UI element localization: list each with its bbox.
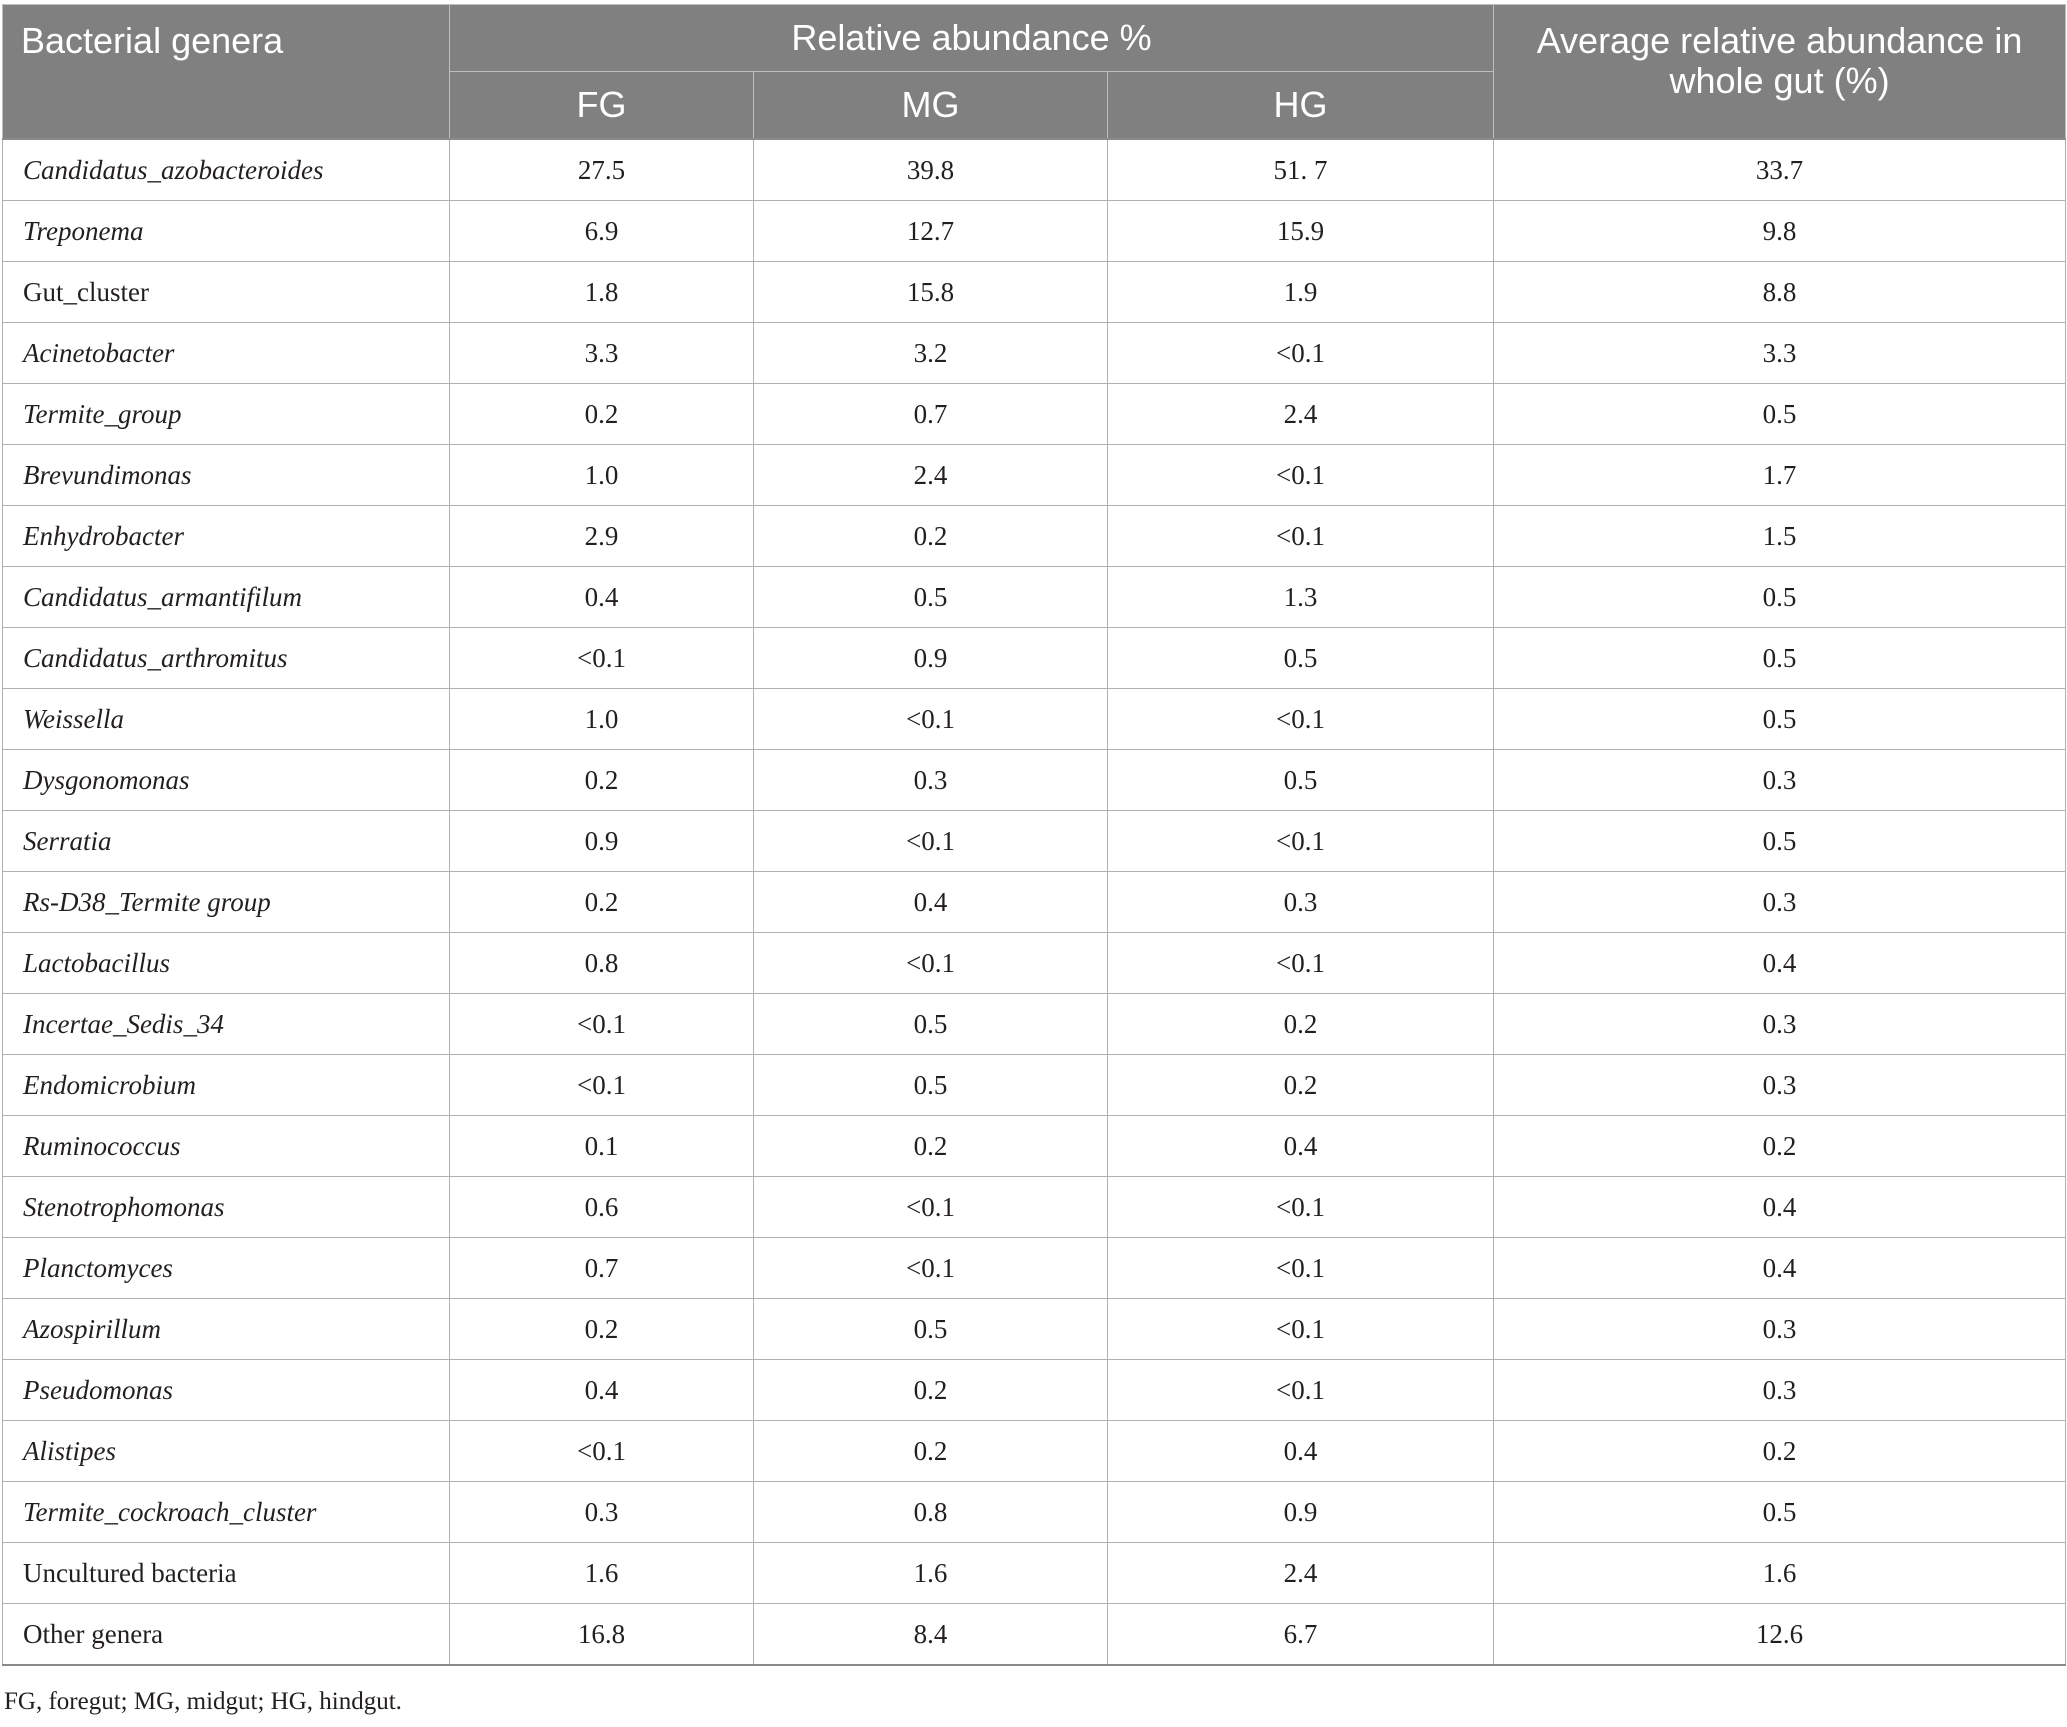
genus-cell: Weissella bbox=[3, 689, 450, 750]
table-row bbox=[3, 506, 2066, 567]
hg-cell: <0.1 bbox=[1108, 811, 1494, 872]
fg-cell: 0.1 bbox=[450, 1116, 754, 1177]
mg-cell: 15.8 bbox=[754, 262, 1108, 323]
hg-cell: 2.4 bbox=[1108, 1543, 1494, 1604]
hg-cell: <0.1 bbox=[1108, 689, 1494, 750]
hg-cell: 0.4 bbox=[1108, 1421, 1494, 1482]
mg-cell: 0.5 bbox=[754, 994, 1108, 1055]
avg-cell: 0.3 bbox=[1494, 994, 2066, 1055]
fg-cell: <0.1 bbox=[450, 1421, 754, 1482]
genus-cell: Endomicrobium bbox=[3, 1055, 450, 1116]
table-row bbox=[3, 994, 2066, 1055]
fg-cell: <0.1 bbox=[450, 1055, 754, 1116]
hg-cell: 1.3 bbox=[1108, 567, 1494, 628]
table-row bbox=[3, 689, 2066, 750]
mg-cell: 1.6 bbox=[754, 1543, 1108, 1604]
genus-cell: Lactobacillus bbox=[3, 933, 450, 994]
genus-cell: Termite_cockroach_cluster bbox=[3, 1482, 450, 1543]
avg-cell: 0.5 bbox=[1494, 811, 2066, 872]
fg-cell: 0.2 bbox=[450, 872, 754, 933]
fg-cell: 0.2 bbox=[450, 384, 754, 445]
genus-cell: Termite_group bbox=[3, 384, 450, 445]
fg-cell: 1.0 bbox=[450, 445, 754, 506]
table-row bbox=[3, 1604, 2066, 1666]
avg-cell: 9.8 bbox=[1494, 201, 2066, 262]
hg-cell: <0.1 bbox=[1108, 1299, 1494, 1360]
fg-cell: 0.6 bbox=[450, 1177, 754, 1238]
mg-cell: 2.4 bbox=[754, 445, 1108, 506]
genus-cell: Dysgonomonas bbox=[3, 750, 450, 811]
fg-cell: 0.4 bbox=[450, 1360, 754, 1421]
hg-cell: 15.9 bbox=[1108, 201, 1494, 262]
avg-cell: 0.3 bbox=[1494, 1055, 2066, 1116]
hg-cell: <0.1 bbox=[1108, 1177, 1494, 1238]
fg-cell: 2.9 bbox=[450, 506, 754, 567]
genus-cell: Incertae_Sedis_34 bbox=[3, 994, 450, 1055]
mg-cell: <0.1 bbox=[754, 811, 1108, 872]
avg-cell: 33.7 bbox=[1494, 139, 2066, 201]
mg-cell: <0.1 bbox=[754, 1177, 1108, 1238]
table-row bbox=[3, 323, 2066, 384]
hg-cell: 0.3 bbox=[1108, 872, 1494, 933]
avg-cell: 0.3 bbox=[1494, 872, 2066, 933]
abundance-table bbox=[2, 4, 2066, 1666]
mg-cell: 8.4 bbox=[754, 1604, 1108, 1666]
genus-cell: Azospirillum bbox=[3, 1299, 450, 1360]
mg-cell: 0.2 bbox=[754, 1360, 1108, 1421]
mg-cell: 0.2 bbox=[754, 506, 1108, 567]
table-row bbox=[3, 1360, 2066, 1421]
avg-cell: 0.5 bbox=[1494, 567, 2066, 628]
fg-cell: 0.4 bbox=[450, 567, 754, 628]
hg-cell: <0.1 bbox=[1108, 445, 1494, 506]
genus-cell: Alistipes bbox=[3, 1421, 450, 1482]
fg-cell: <0.1 bbox=[450, 628, 754, 689]
hg-cell: <0.1 bbox=[1108, 506, 1494, 567]
genus-cell: Acinetobacter bbox=[3, 323, 450, 384]
mg-cell: 0.5 bbox=[754, 1299, 1108, 1360]
mg-cell: 0.2 bbox=[754, 1116, 1108, 1177]
table-body bbox=[3, 139, 2066, 1665]
hg-cell: 6.7 bbox=[1108, 1604, 1494, 1666]
avg-cell: 1.7 bbox=[1494, 445, 2066, 506]
genus-cell: Treponema bbox=[3, 201, 450, 262]
table-row bbox=[3, 933, 2066, 994]
fg-cell: 0.2 bbox=[450, 750, 754, 811]
avg-cell: 0.3 bbox=[1494, 1360, 2066, 1421]
table-row bbox=[3, 628, 2066, 689]
table-row bbox=[3, 384, 2066, 445]
header-mg: MG bbox=[754, 72, 1108, 140]
fg-cell: <0.1 bbox=[450, 994, 754, 1055]
avg-cell: 0.5 bbox=[1494, 1482, 2066, 1543]
hg-cell: 51. 7 bbox=[1108, 139, 1494, 201]
fg-cell: 16.8 bbox=[450, 1604, 754, 1666]
genus-cell: Other genera bbox=[3, 1604, 450, 1666]
mg-cell: 0.5 bbox=[754, 1055, 1108, 1116]
header-hg: HG bbox=[1108, 72, 1494, 140]
hg-cell: <0.1 bbox=[1108, 1238, 1494, 1299]
fg-cell: 3.3 bbox=[450, 323, 754, 384]
table-row bbox=[3, 445, 2066, 506]
mg-cell: 0.9 bbox=[754, 628, 1108, 689]
mg-cell: <0.1 bbox=[754, 933, 1108, 994]
hg-cell: 0.5 bbox=[1108, 750, 1494, 811]
hg-cell: 2.4 bbox=[1108, 384, 1494, 445]
header-fg: FG bbox=[450, 72, 754, 140]
fg-cell: 0.8 bbox=[450, 933, 754, 994]
avg-cell: 0.5 bbox=[1494, 689, 2066, 750]
genus-cell: Uncultured bacteria bbox=[3, 1543, 450, 1604]
mg-cell: 0.8 bbox=[754, 1482, 1108, 1543]
mg-cell: <0.1 bbox=[754, 689, 1108, 750]
fg-cell: 1.0 bbox=[450, 689, 754, 750]
genus-cell: Serratia bbox=[3, 811, 450, 872]
fg-cell: 0.7 bbox=[450, 1238, 754, 1299]
table-row bbox=[3, 1177, 2066, 1238]
avg-cell: 0.3 bbox=[1494, 750, 2066, 811]
hg-cell: 1.9 bbox=[1108, 262, 1494, 323]
table-row bbox=[3, 1299, 2066, 1360]
fg-cell: 27.5 bbox=[450, 139, 754, 201]
header-bacterial-genera: Bacterial genera bbox=[3, 5, 450, 140]
table-row bbox=[3, 872, 2066, 933]
genus-cell: Candidatus_arthromitus bbox=[3, 628, 450, 689]
table-row bbox=[3, 1482, 2066, 1543]
mg-cell: 0.7 bbox=[754, 384, 1108, 445]
table-row bbox=[3, 750, 2066, 811]
genus-cell: Candidatus_armantifilum bbox=[3, 567, 450, 628]
genus-cell: Planctomyces bbox=[3, 1238, 450, 1299]
table-row bbox=[3, 567, 2066, 628]
mg-cell: 0.5 bbox=[754, 567, 1108, 628]
avg-cell: 1.5 bbox=[1494, 506, 2066, 567]
mg-cell: 3.2 bbox=[754, 323, 1108, 384]
avg-cell: 0.4 bbox=[1494, 933, 2066, 994]
avg-cell: 0.3 bbox=[1494, 1299, 2066, 1360]
fg-cell: 6.9 bbox=[450, 201, 754, 262]
mg-cell: 0.4 bbox=[754, 872, 1108, 933]
table-row bbox=[3, 1543, 2066, 1604]
genus-cell: Gut_cluster bbox=[3, 262, 450, 323]
avg-cell: 0.4 bbox=[1494, 1238, 2066, 1299]
fg-cell: 0.9 bbox=[450, 811, 754, 872]
avg-cell: 3.3 bbox=[1494, 323, 2066, 384]
fg-cell: 0.2 bbox=[450, 1299, 754, 1360]
table-row bbox=[3, 1116, 2066, 1177]
table-row bbox=[3, 811, 2066, 872]
header-average-abundance: Average relative abundance in whole gut (%) bbox=[1494, 5, 2066, 140]
fg-cell: 1.6 bbox=[450, 1543, 754, 1604]
fg-cell: 0.3 bbox=[450, 1482, 754, 1543]
fg-cell: 1.8 bbox=[450, 262, 754, 323]
hg-cell: 0.5 bbox=[1108, 628, 1494, 689]
mg-cell: 39.8 bbox=[754, 139, 1108, 201]
table-row bbox=[3, 262, 2066, 323]
table-row bbox=[3, 1238, 2066, 1299]
genus-cell: Enhydrobacter bbox=[3, 506, 450, 567]
hg-cell: 0.2 bbox=[1108, 1055, 1494, 1116]
hg-cell: 0.2 bbox=[1108, 994, 1494, 1055]
avg-cell: 0.2 bbox=[1494, 1421, 2066, 1482]
mg-cell: 0.3 bbox=[754, 750, 1108, 811]
table-row bbox=[3, 201, 2066, 262]
avg-cell: 0.5 bbox=[1494, 628, 2066, 689]
genus-cell: Ruminococcus bbox=[3, 1116, 450, 1177]
mg-cell: 12.7 bbox=[754, 201, 1108, 262]
table-footnote: FG, foregut; MG, midgut; HG, hindgut. bbox=[4, 1688, 402, 1715]
genus-cell: Rs-D38_Termite group bbox=[3, 872, 450, 933]
hg-cell: <0.1 bbox=[1108, 323, 1494, 384]
table-header bbox=[3, 5, 2066, 140]
mg-cell: <0.1 bbox=[754, 1238, 1108, 1299]
avg-cell: 0.4 bbox=[1494, 1177, 2066, 1238]
mg-cell: 0.2 bbox=[754, 1421, 1108, 1482]
genus-cell: Candidatus_azobacteroides bbox=[3, 139, 450, 201]
table-row bbox=[3, 1055, 2066, 1116]
genus-cell: Brevundimonas bbox=[3, 445, 450, 506]
table-row bbox=[3, 139, 2066, 201]
avg-cell: 0.5 bbox=[1494, 384, 2066, 445]
hg-cell: <0.1 bbox=[1108, 933, 1494, 994]
avg-cell: 8.8 bbox=[1494, 262, 2066, 323]
avg-cell: 0.2 bbox=[1494, 1116, 2066, 1177]
hg-cell: <0.1 bbox=[1108, 1360, 1494, 1421]
genus-cell: Stenotrophomonas bbox=[3, 1177, 450, 1238]
header-relative-abundance: Relative abundance % bbox=[450, 5, 1494, 72]
avg-cell: 1.6 bbox=[1494, 1543, 2066, 1604]
avg-cell: 12.6 bbox=[1494, 1604, 2066, 1666]
table-row bbox=[3, 1421, 2066, 1482]
genus-cell: Pseudomonas bbox=[3, 1360, 450, 1421]
hg-cell: 0.4 bbox=[1108, 1116, 1494, 1177]
hg-cell: 0.9 bbox=[1108, 1482, 1494, 1543]
